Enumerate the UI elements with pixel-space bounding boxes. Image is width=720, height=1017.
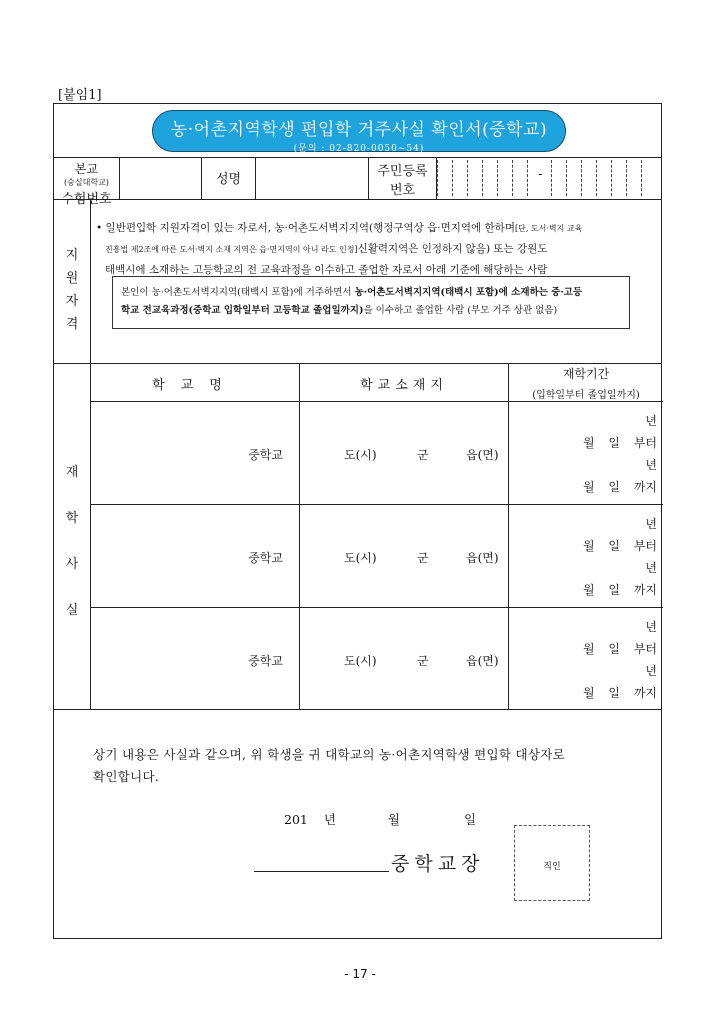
- school-period-cell[interactable]: [509, 608, 663, 710]
- school-row: [91, 505, 663, 608]
- rrn-digit-divider: [482, 160, 483, 196]
- school-period-cell[interactable]: [509, 505, 663, 607]
- inquiry-phone: (문의 : 02-820-0050~54): [293, 144, 425, 154]
- date-year: 201: [284, 812, 308, 827]
- exam-label-school: 본교: [74, 162, 99, 176]
- criteria-line-2a: 학교 전교육과정(중학교 입학일부터 고등학교 졸업일까지): [121, 305, 364, 316]
- bullet: •: [96, 222, 103, 234]
- loc-eup: 읍(면): [466, 448, 499, 462]
- school-period-cell[interactable]: [509, 402, 663, 504]
- school-location-cell[interactable]: [300, 608, 509, 710]
- confirmation-line-1: 상기 내용은 사실과 같으며, 위 학생을 귀 대학교의 농·어촌지역학생 편입학 대상자로: [93, 747, 566, 762]
- attendance-side-label: [54, 364, 91, 709]
- confirmation-line-2: 확인합니다.: [93, 769, 160, 784]
- school-attendance-section: [54, 364, 661, 710]
- loc-eup: 읍(면): [466, 551, 499, 565]
- loc-gun: 군: [417, 551, 429, 565]
- qualification-line-2: [96, 239, 658, 260]
- rrn-digit-divider: [581, 160, 582, 196]
- rrn-digit-divider: [527, 160, 528, 196]
- rrn-label-line2: 번호: [389, 183, 416, 198]
- rrn-digit-divider: [551, 160, 552, 196]
- date-year-unit: 년: [323, 812, 336, 827]
- rrn-digit-divider: [641, 160, 642, 196]
- side-char: 자: [65, 294, 79, 309]
- qualification-line-2b: 신활력지역은 인정하지 않음) 또는 강원도: [357, 243, 548, 255]
- rrn-digit-divider: [437, 160, 438, 196]
- header-period-title: 재학기간: [562, 367, 610, 381]
- period-to: 월 일 까지: [583, 583, 657, 597]
- principal-name-line[interactable]: [254, 871, 389, 872]
- school-location-cell[interactable]: [300, 505, 509, 607]
- period-year-from: 년: [645, 620, 657, 634]
- rrn-digit-divider: [497, 160, 498, 196]
- school-location-cell[interactable]: [300, 402, 509, 504]
- title-banner: [152, 110, 566, 152]
- school-suffix: 중학교: [248, 448, 283, 462]
- side-char: 재: [65, 465, 79, 480]
- header-school-name: 학교명: [91, 364, 300, 402]
- rrn-digit-divider: [452, 160, 453, 196]
- side-char: 사: [65, 557, 79, 572]
- loc-gun: 군: [417, 448, 429, 462]
- seal-box[interactable]: [514, 825, 590, 901]
- rrn-label-line1: 주민등록: [377, 164, 428, 179]
- school-row: [91, 608, 663, 710]
- qualification-line-3: 태백시에 소재하는 고등학교의 전 교육과정을 이수하고 졸업한 자로서 아래 기준에 해당하는 사람: [105, 264, 548, 276]
- criteria-line-1: [121, 284, 629, 302]
- period-year-to: 년: [645, 664, 657, 678]
- qualification-line-1: [96, 218, 658, 239]
- school-name-cell[interactable]: [91, 608, 300, 710]
- header-school-location: 학교소재지: [300, 364, 509, 402]
- rrn-digit-divider: [566, 160, 567, 196]
- rrn-digit-divider: [467, 160, 468, 196]
- rrn-field[interactable]: [437, 158, 663, 199]
- criteria-line-1b: 농·어촌도서벽지지역(태백시 포함)에 소재하는 중·고등: [354, 287, 583, 298]
- page-number: - 17 -: [344, 967, 376, 981]
- rrn-digit-divider: [512, 160, 513, 196]
- period-from: 월 일 부터: [583, 642, 657, 656]
- period-year-to: 년: [645, 561, 657, 575]
- date-month-unit: 월: [387, 812, 400, 827]
- rrn-digit-divider: [596, 160, 597, 196]
- side-char: 실: [65, 603, 79, 618]
- side-char: 격: [65, 317, 79, 332]
- qualification-section: [54, 200, 661, 364]
- criteria-line-1a: 본인이 농·어촌도서벽지지역(태백시 포함)에 거주하면서: [121, 287, 355, 298]
- loc-do: 도(시): [344, 654, 377, 668]
- loc-eup: 읍(면): [466, 654, 499, 668]
- exam-number-label: [54, 158, 120, 207]
- school-name-cell[interactable]: [91, 402, 300, 504]
- confirmation-statement: [93, 744, 565, 788]
- qualification-criteria-box: [112, 276, 630, 329]
- name-label: 성명: [202, 158, 256, 199]
- name-field[interactable]: [256, 158, 369, 199]
- period-year-from: 년: [645, 414, 657, 428]
- header-period-sub: (입학일부터 졸업일까지): [532, 390, 640, 401]
- exam-label-number: 수험번호: [61, 192, 112, 207]
- school-suffix: 중학교: [248, 551, 283, 565]
- applicant-id-row: [54, 158, 661, 207]
- rrn-label: [369, 158, 437, 199]
- exam-label-university: (숭실대학교): [64, 178, 109, 187]
- seal-label: 직인: [543, 862, 561, 872]
- qualification-text: [92, 218, 658, 280]
- loc-gun: 군: [417, 654, 429, 668]
- date-line[interactable]: [284, 810, 476, 828]
- rrn-digit-divider: [626, 160, 627, 196]
- side-char: 원: [65, 271, 79, 286]
- side-char: 지: [65, 248, 79, 263]
- exam-number-field[interactable]: [120, 158, 202, 199]
- rrn-digit-divider: [611, 160, 612, 196]
- qualification-line-1a: 일반편입학 지원자격이 있는 자로서, 농·어촌도서벽지지역(행정구역상 읍·면지역에 한하며: [105, 222, 515, 234]
- rrn-hyphen: -: [538, 167, 543, 182]
- period-year-to: 년: [645, 458, 657, 472]
- form-frame: [53, 103, 662, 939]
- qualification-line-2a: 진흥법 제2조에 따른 도서·벽지 소재 지역은 읍·면지역이 아니 라도 인정]: [105, 245, 358, 254]
- criteria-line-2b: 을 이수하고 졸업한 사람 (부모 거주 상관 없음): [363, 305, 558, 316]
- attachment-label: [붙임1]: [58, 88, 102, 103]
- school-suffix: 중학교: [248, 654, 283, 668]
- school-name-cell[interactable]: [91, 505, 300, 607]
- school-row: [91, 402, 663, 505]
- qualification-side-label: [54, 200, 91, 363]
- loc-do: 도(시): [344, 448, 377, 462]
- qualification-line-1b: [단, 도서·벽지 교육: [514, 224, 583, 233]
- form-title: 농·어촌지역학생 편입학 거주사실 확인서(중학교): [170, 120, 548, 140]
- period-to: 월 일 까지: [583, 480, 657, 494]
- side-char: 학: [65, 511, 79, 526]
- loc-do: 도(시): [344, 551, 377, 565]
- period-to: 월 일 까지: [583, 686, 657, 700]
- period-from: 월 일 부터: [583, 539, 657, 553]
- date-day-unit: 일: [463, 812, 477, 827]
- period-year-from: 년: [645, 517, 657, 531]
- period-from: 월 일 부터: [583, 436, 657, 450]
- criteria-line-2: [121, 302, 629, 320]
- principal-title: 중학교장: [391, 853, 485, 875]
- header-attendance-period: [509, 364, 663, 402]
- title-row: [54, 104, 661, 158]
